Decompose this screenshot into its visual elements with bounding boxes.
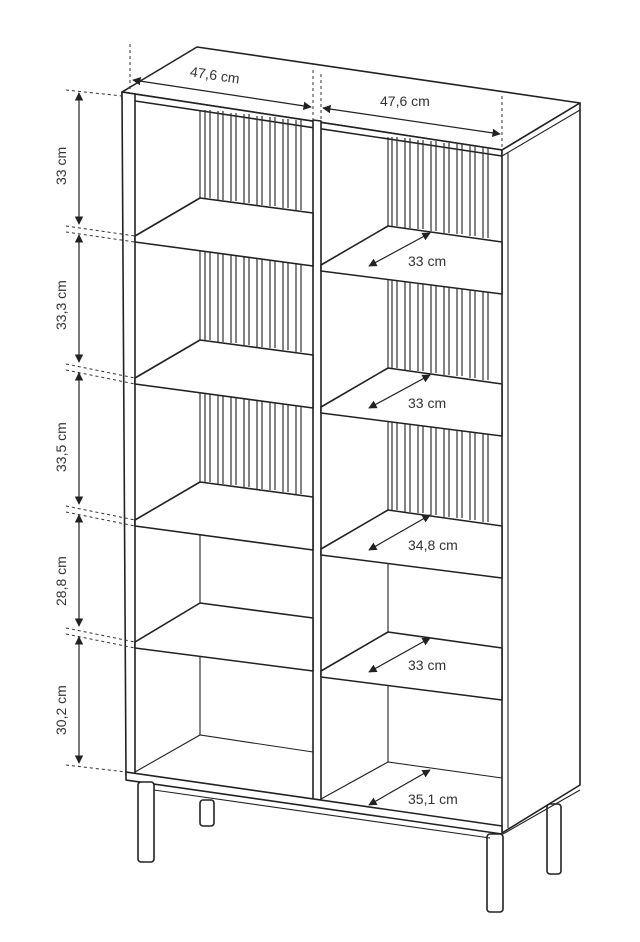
leg-front-left (138, 782, 154, 862)
shelf-left-3 (135, 482, 313, 550)
cabinet (122, 47, 580, 834)
slat-panels (205, 110, 488, 522)
width-left-label: 47,6 cm (189, 63, 241, 87)
depth-label-1: 33 cm (408, 253, 447, 269)
slat-panel-right-2 (392, 279, 488, 380)
left-upright (122, 92, 135, 775)
depth-label-5: 35,1 cm (408, 791, 458, 807)
leg-back-right (547, 804, 561, 874)
height-label-1: 33 cm (53, 146, 69, 185)
slat-panel-left-2 (205, 252, 301, 352)
depth-label-2: 33 cm (408, 395, 447, 411)
shelf-left-2 (135, 340, 313, 408)
height-label-5: 30,2 cm (53, 685, 69, 735)
slat-panel-left-1 (205, 110, 301, 210)
width-right-label: 47,6 cm (380, 93, 430, 109)
shelf-left-1 (135, 198, 313, 266)
depth-label-4: 33 cm (408, 657, 447, 673)
height-label-2: 33,3 cm (53, 280, 69, 330)
height-label-4: 28,8 cm (53, 556, 69, 606)
slat-panel-left-3 (205, 394, 301, 494)
slat-panel-right-3 (392, 421, 488, 522)
shelves-left (135, 198, 313, 671)
height-label-3: 33,5 cm (53, 422, 69, 472)
depth-label-3: 34,8 cm (408, 537, 458, 553)
leg-back-left (200, 800, 214, 826)
shelf-left-4 (135, 603, 313, 671)
leg-front-right (487, 834, 503, 912)
right-side-panel (502, 103, 580, 833)
middle-divider (313, 120, 321, 800)
